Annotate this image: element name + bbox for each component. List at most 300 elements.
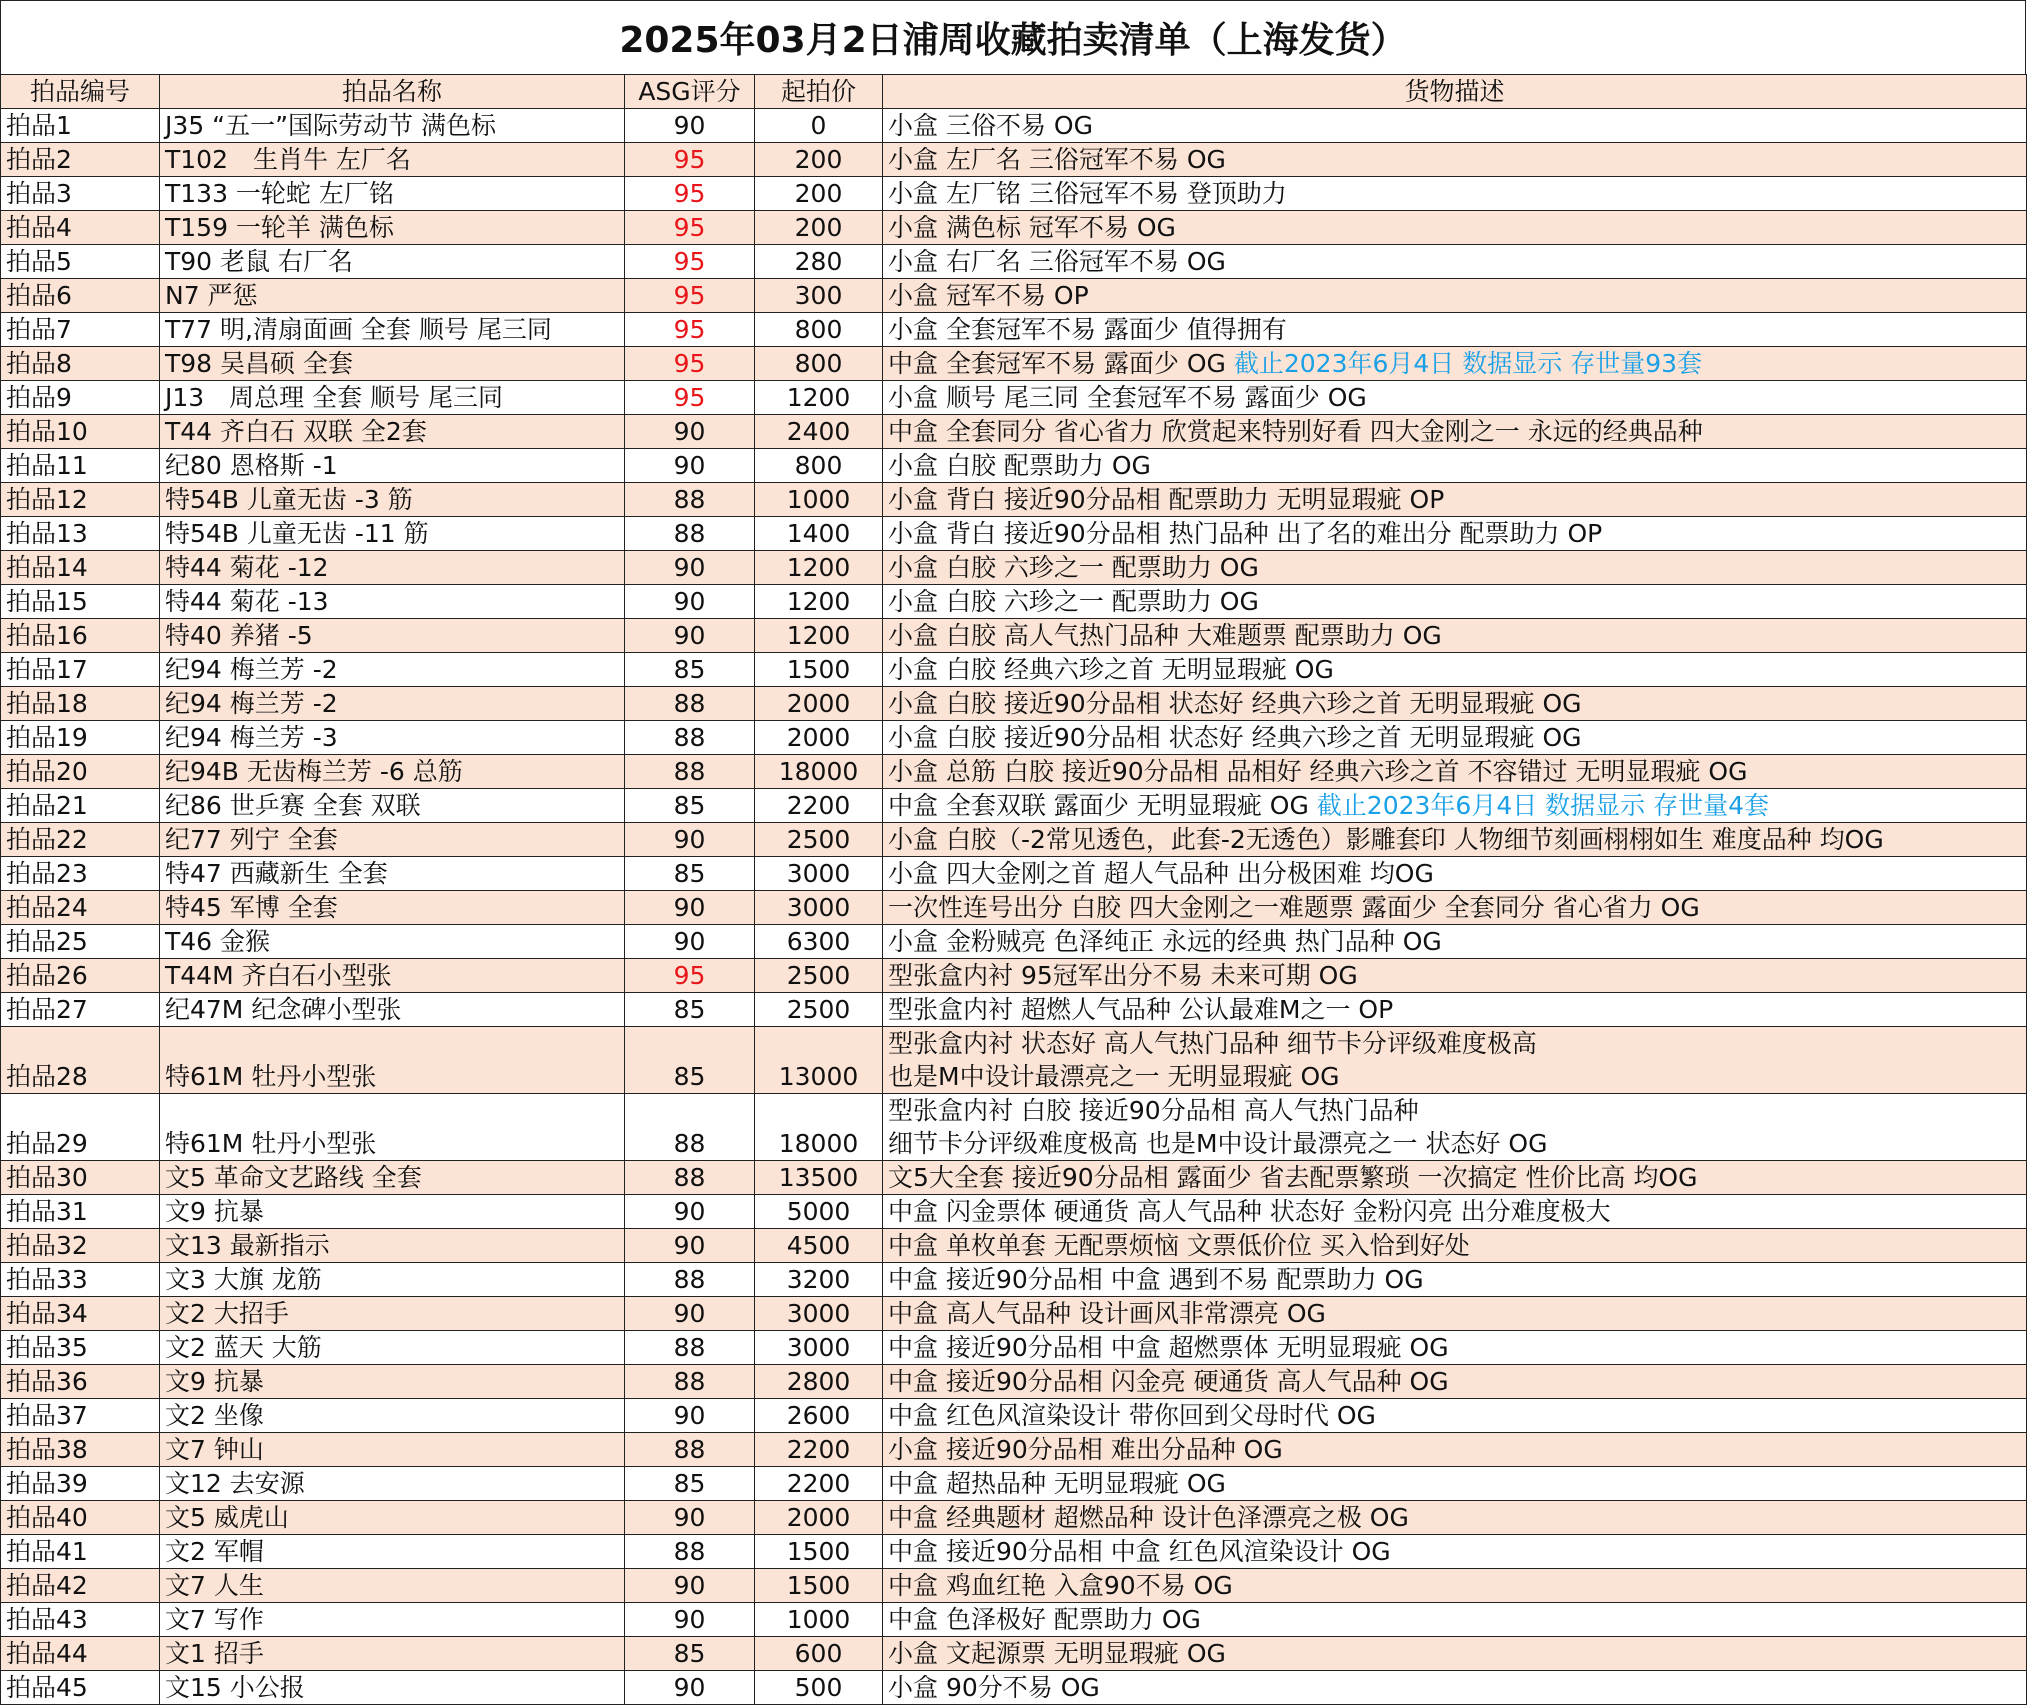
description-text: 型张盒内衬 95冠军出分不易 未来可期 OG xyxy=(888,961,1358,990)
description-cell xyxy=(883,415,2027,449)
asg-score-cell: 88 xyxy=(625,517,755,551)
description-cell xyxy=(883,313,2027,347)
asg-score-cell: 85 xyxy=(625,1467,755,1501)
lot-name-cell: T46 金猴 xyxy=(160,925,625,959)
lot-id-cell: 拍品32 xyxy=(1,1229,160,1263)
lot-name-cell: T159 一轮羊 满色标 xyxy=(160,211,625,245)
asg-score-cell: 90 xyxy=(625,415,755,449)
lot-name-cell: 文9 抗暴 xyxy=(160,1365,625,1399)
lot-id-cell: 拍品23 xyxy=(1,857,160,891)
table-row xyxy=(1,517,2027,551)
description-text: 小盒 金粉贼亮 色泽纯正 永远的经典 热门品种 OG xyxy=(888,927,1442,956)
lot-id-cell: 拍品16 xyxy=(1,619,160,653)
lot-name-cell: 文15 小公报 xyxy=(160,1671,625,1705)
table-row xyxy=(1,585,2027,619)
description-line: 型张盒内衬 状态好 高人气热门品种 细节卡分评级难度极高 xyxy=(888,1029,1537,1058)
description-cell xyxy=(883,1195,2027,1229)
asg-score-cell: 88 xyxy=(625,1263,755,1297)
survival-count-note: 截止2023年6月4日 数据显示 存世量4套 xyxy=(1316,791,1770,820)
start-price-cell: 13000 xyxy=(755,1027,883,1094)
asg-score-cell: 88 xyxy=(625,1535,755,1569)
table-row xyxy=(1,1603,2027,1637)
lot-id-cell: 拍品30 xyxy=(1,1161,160,1195)
start-price-cell: 18000 xyxy=(755,1094,883,1161)
start-price-cell: 4500 xyxy=(755,1229,883,1263)
description-cell xyxy=(883,1399,2027,1433)
lot-name-cell: 纪94 梅兰芳 -2 xyxy=(160,653,625,687)
lot-name-cell: 文2 大招手 xyxy=(160,1297,625,1331)
lot-name-cell: T102 生肖牛 左厂名 xyxy=(160,143,625,177)
description-text: 小盒 背白 接近90分品相 配票助力 无明显瑕疵 OP xyxy=(888,485,1445,514)
start-price-cell: 2800 xyxy=(755,1365,883,1399)
description-cell xyxy=(883,585,2027,619)
table-row xyxy=(1,1399,2027,1433)
lot-id-cell: 拍品34 xyxy=(1,1297,160,1331)
sheet-title: 2025年03月2日浦周收藏拍卖清单（上海发货） xyxy=(0,0,2026,74)
start-price-cell: 1200 xyxy=(755,381,883,415)
description-cell xyxy=(883,687,2027,721)
start-price-cell: 2600 xyxy=(755,1399,883,1433)
lot-name-cell: 文13 最新指示 xyxy=(160,1229,625,1263)
lot-id-cell: 拍品37 xyxy=(1,1399,160,1433)
lot-name-cell: 文12 去安源 xyxy=(160,1467,625,1501)
table-row xyxy=(1,925,2027,959)
description-cell xyxy=(883,211,2027,245)
lot-name-cell: 文7 钟山 xyxy=(160,1433,625,1467)
table-row xyxy=(1,279,2027,313)
table-row xyxy=(1,551,2027,585)
start-price-cell: 2000 xyxy=(755,721,883,755)
description-text: 小盒 白胶 六珍之一 配票助力 OG xyxy=(888,587,1259,616)
lot-id-cell: 拍品20 xyxy=(1,755,160,789)
lot-name-cell: 文9 抗暴 xyxy=(160,1195,625,1229)
description-text: 小盒 冠军不易 OP xyxy=(888,281,1089,310)
asg-score-cell: 90 xyxy=(625,1229,755,1263)
lot-id-cell: 拍品26 xyxy=(1,959,160,993)
table-row xyxy=(1,211,2027,245)
description-cell xyxy=(883,1161,2027,1195)
description-cell xyxy=(883,177,2027,211)
lot-id-cell: 拍品18 xyxy=(1,687,160,721)
description-text: 小盒 90分不易 OG xyxy=(888,1673,1100,1702)
lot-id-cell: 拍品36 xyxy=(1,1365,160,1399)
description-cell xyxy=(883,1229,2027,1263)
lot-id-cell: 拍品44 xyxy=(1,1637,160,1671)
asg-score-cell: 85 xyxy=(625,1027,755,1094)
description-text: 中盒 全套双联 露面少 无明显瑕疵 OG xyxy=(888,791,1309,820)
description-text: 小盒 白胶 配票助力 OG xyxy=(888,451,1151,480)
lot-id-cell: 拍品45 xyxy=(1,1671,160,1705)
asg-score-cell: 90 xyxy=(625,1603,755,1637)
lot-name-cell: T44M 齐白石小型张 xyxy=(160,959,625,993)
lot-name-cell: T77 明,清扇面画 全套 顺号 尾三同 xyxy=(160,313,625,347)
table-row xyxy=(1,1297,2027,1331)
lot-name-cell: 文3 大旗 龙筋 xyxy=(160,1263,625,1297)
description-cell xyxy=(883,1365,2027,1399)
table-row xyxy=(1,1365,2027,1399)
start-price-cell: 2500 xyxy=(755,959,883,993)
description-cell xyxy=(883,381,2027,415)
table-row xyxy=(1,1501,2027,1535)
asg-score-cell: 85 xyxy=(625,653,755,687)
description-cell xyxy=(883,993,2027,1027)
start-price-cell: 1000 xyxy=(755,483,883,517)
lot-id-cell: 拍品22 xyxy=(1,823,160,857)
lot-id-cell: 拍品13 xyxy=(1,517,160,551)
lot-id-cell: 拍品2 xyxy=(1,143,160,177)
lot-id-cell: 拍品21 xyxy=(1,789,160,823)
lot-name-cell: 特40 养猪 -5 xyxy=(160,619,625,653)
description-cell xyxy=(883,1331,2027,1365)
start-price-cell: 800 xyxy=(755,347,883,381)
table-row xyxy=(1,245,2027,279)
asg-score-cell: 88 xyxy=(625,1094,755,1161)
start-price-cell: 800 xyxy=(755,313,883,347)
asg-score-cell: 90 xyxy=(625,1195,755,1229)
lot-id-cell: 拍品43 xyxy=(1,1603,160,1637)
lot-name-cell: T133 一轮蛇 左厂铭 xyxy=(160,177,625,211)
asg-score-cell: 95 xyxy=(625,279,755,313)
lot-id-cell: 拍品15 xyxy=(1,585,160,619)
description-text: 小盒 三俗不易 OG xyxy=(888,111,1093,140)
lot-name-cell: 特54B 儿童无齿 -11 筋 xyxy=(160,517,625,551)
start-price-cell: 2200 xyxy=(755,789,883,823)
lot-name-cell: N7 严惩 xyxy=(160,279,625,313)
description-cell xyxy=(883,1671,2027,1705)
lot-id-cell: 拍品40 xyxy=(1,1501,160,1535)
lot-id-cell: 拍品41 xyxy=(1,1535,160,1569)
description-line: 也是M中设计最漂亮之一 无明显瑕疵 OG xyxy=(888,1062,1340,1091)
start-price-cell: 3200 xyxy=(755,1263,883,1297)
lot-name-cell: 纪77 列宁 全套 xyxy=(160,823,625,857)
lot-id-cell: 拍品39 xyxy=(1,1467,160,1501)
survival-count-note: 截止2023年6月4日 数据显示 存世量93套 xyxy=(1233,349,1703,378)
table-row xyxy=(1,993,2027,1027)
table-row xyxy=(1,653,2027,687)
asg-score-cell: 95 xyxy=(625,347,755,381)
table-row xyxy=(1,1195,2027,1229)
table-row xyxy=(1,1229,2027,1263)
lot-name-cell: J35 “五一”国际劳动节 满色标 xyxy=(160,109,625,143)
start-price-cell: 1400 xyxy=(755,517,883,551)
lot-id-cell: 拍品6 xyxy=(1,279,160,313)
table-row xyxy=(1,823,2027,857)
description-text: 中盒 单枚单套 无配票烦恼 文票低价位 买入恰到好处 xyxy=(888,1231,1470,1260)
description-cell xyxy=(883,1501,2027,1535)
description-cell xyxy=(883,279,2027,313)
table-row xyxy=(1,483,2027,517)
lot-id-cell: 拍品25 xyxy=(1,925,160,959)
description-text: 中盒 闪金票体 硬通货 高人气品种 状态好 金粉闪亮 出分难度极大 xyxy=(888,1197,1611,1226)
header-description: 货物描述 xyxy=(883,75,2027,109)
lot-name-cell: T44 齐白石 双联 全2套 xyxy=(160,415,625,449)
lot-name-cell: 文2 军帽 xyxy=(160,1535,625,1569)
lot-id-cell: 拍品38 xyxy=(1,1433,160,1467)
lot-id-cell: 拍品1 xyxy=(1,109,160,143)
description-cell xyxy=(883,1094,2027,1161)
start-price-cell: 800 xyxy=(755,449,883,483)
description-text: 中盒 红色风渲染设计 带你回到父母时代 OG xyxy=(888,1401,1376,1430)
table-row xyxy=(1,347,2027,381)
asg-score-cell: 90 xyxy=(625,1671,755,1705)
description-cell xyxy=(883,143,2027,177)
asg-score-cell: 90 xyxy=(625,449,755,483)
start-price-cell: 6300 xyxy=(755,925,883,959)
lot-name-cell: 特45 军博 全套 xyxy=(160,891,625,925)
asg-score-cell: 90 xyxy=(625,109,755,143)
description-cell xyxy=(883,1433,2027,1467)
start-price-cell: 1500 xyxy=(755,1569,883,1603)
asg-score-cell: 95 xyxy=(625,313,755,347)
description-cell xyxy=(883,823,2027,857)
description-text: 小盒 白胶 六珍之一 配票助力 OG xyxy=(888,553,1259,582)
asg-score-cell: 88 xyxy=(625,687,755,721)
lot-name-cell: 纪94 梅兰芳 -2 xyxy=(160,687,625,721)
table-row xyxy=(1,1263,2027,1297)
asg-score-cell: 95 xyxy=(625,211,755,245)
table-row xyxy=(1,959,2027,993)
asg-score-cell: 90 xyxy=(625,585,755,619)
start-price-cell: 1500 xyxy=(755,653,883,687)
table-row xyxy=(1,1467,2027,1501)
asg-score-cell: 95 xyxy=(625,143,755,177)
lot-name-cell: 文5 威虎山 xyxy=(160,1501,625,1535)
start-price-cell: 300 xyxy=(755,279,883,313)
start-price-cell: 280 xyxy=(755,245,883,279)
description-text: 一次性连号出分 白胶 四大金刚之一难题票 露面少 全套同分 省心省力 OG xyxy=(888,893,1700,922)
lot-id-cell: 拍品11 xyxy=(1,449,160,483)
description-text: 中盒 全套冠军不易 露面少 OG xyxy=(888,349,1226,378)
asg-score-cell: 95 xyxy=(625,245,755,279)
table-row xyxy=(1,177,2027,211)
lot-id-cell: 拍品24 xyxy=(1,891,160,925)
description-line: 型张盒内衬 白胶 接近90分品相 高人气热门品种 xyxy=(888,1096,1419,1125)
description-cell xyxy=(883,1637,2027,1671)
description-text: 小盒 接近90分品相 难出分品种 OG xyxy=(888,1435,1283,1464)
table-row xyxy=(1,1535,2027,1569)
description-text: 小盒 四大金刚之首 超人气品种 出分极困难 均OG xyxy=(888,859,1434,888)
asg-score-cell: 95 xyxy=(625,959,755,993)
header-asg-score: ASG评分 xyxy=(625,75,755,109)
description-cell xyxy=(883,517,2027,551)
lot-id-cell: 拍品10 xyxy=(1,415,160,449)
asg-score-cell: 90 xyxy=(625,1569,755,1603)
description-cell xyxy=(883,245,2027,279)
lot-id-cell: 拍品14 xyxy=(1,551,160,585)
start-price-cell: 200 xyxy=(755,143,883,177)
lot-id-cell: 拍品3 xyxy=(1,177,160,211)
lot-id-cell: 拍品7 xyxy=(1,313,160,347)
description-text: 小盒 满色标 冠军不易 OG xyxy=(888,213,1176,242)
description-cell xyxy=(883,721,2027,755)
asg-score-cell: 90 xyxy=(625,1399,755,1433)
description-text: 中盒 接近90分品相 中盒 遇到不易 配票助力 OG xyxy=(888,1265,1424,1294)
table-row xyxy=(1,1094,2027,1161)
start-price-cell: 2200 xyxy=(755,1467,883,1501)
asg-score-cell: 90 xyxy=(625,925,755,959)
start-price-cell: 2200 xyxy=(755,1433,883,1467)
description-cell xyxy=(883,959,2027,993)
asg-score-cell: 90 xyxy=(625,1501,755,1535)
description-cell xyxy=(883,653,2027,687)
lot-id-cell: 拍品33 xyxy=(1,1263,160,1297)
description-cell xyxy=(883,1603,2027,1637)
description-cell xyxy=(883,925,2027,959)
start-price-cell: 5000 xyxy=(755,1195,883,1229)
start-price-cell: 200 xyxy=(755,177,883,211)
description-text: 小盒 顺号 尾三同 全套冠军不易 露面少 OG xyxy=(888,383,1367,412)
lot-id-cell: 拍品42 xyxy=(1,1569,160,1603)
description-text: 小盒 右厂名 三俗冠军不易 OG xyxy=(888,247,1226,276)
table-row xyxy=(1,687,2027,721)
start-price-cell: 1200 xyxy=(755,551,883,585)
start-price-cell: 600 xyxy=(755,1637,883,1671)
description-text: 中盒 接近90分品相 中盒 红色风渲染设计 OG xyxy=(888,1537,1391,1566)
description-cell xyxy=(883,109,2027,143)
asg-score-cell: 85 xyxy=(625,789,755,823)
start-price-cell: 2000 xyxy=(755,687,883,721)
start-price-cell: 13500 xyxy=(755,1161,883,1195)
asg-score-cell: 95 xyxy=(625,177,755,211)
lot-id-cell: 拍品29 xyxy=(1,1094,160,1161)
asg-score-cell: 85 xyxy=(625,857,755,891)
lot-name-cell: T98 吴昌硕 全套 xyxy=(160,347,625,381)
asg-score-cell: 88 xyxy=(625,1331,755,1365)
table-row xyxy=(1,415,2027,449)
lot-name-cell: 纪94B 无齿梅兰芳 -6 总筋 xyxy=(160,755,625,789)
table-row xyxy=(1,1569,2027,1603)
description-cell xyxy=(883,1263,2027,1297)
table-row xyxy=(1,619,2027,653)
asg-score-cell: 90 xyxy=(625,823,755,857)
description-cell xyxy=(883,619,2027,653)
start-price-cell: 1200 xyxy=(755,585,883,619)
asg-score-cell: 88 xyxy=(625,755,755,789)
table-row xyxy=(1,789,2027,823)
asg-score-cell: 90 xyxy=(625,891,755,925)
start-price-cell: 500 xyxy=(755,1671,883,1705)
description-text: 中盒 全套同分 省心省力 欣赏起来特别好看 四大金刚之一 永远的经典品种 xyxy=(888,417,1703,446)
asg-score-cell: 90 xyxy=(625,551,755,585)
header-start-price: 起拍价 xyxy=(755,75,883,109)
lot-name-cell: 纪80 恩格斯 -1 xyxy=(160,449,625,483)
description-text: 小盒 背白 接近90分品相 热门品种 出了名的难出分 配票助力 OP xyxy=(888,519,1603,548)
description-text: 小盒 文起源票 无明显瑕疵 OG xyxy=(888,1639,1226,1668)
lot-id-cell: 拍品5 xyxy=(1,245,160,279)
start-price-cell: 1000 xyxy=(755,1603,883,1637)
table-row xyxy=(1,891,2027,925)
asg-score-cell: 85 xyxy=(625,993,755,1027)
table-row xyxy=(1,143,2027,177)
lot-id-cell: 拍品19 xyxy=(1,721,160,755)
description-text: 中盒 接近90分品相 中盒 超燃票体 无明显瑕疵 OG xyxy=(888,1333,1449,1362)
lot-name-cell: J13 周总理 全套 顺号 尾三同 xyxy=(160,381,625,415)
start-price-cell: 1500 xyxy=(755,1535,883,1569)
description-text: 小盒 左厂名 三俗冠军不易 OG xyxy=(888,145,1226,174)
description-text: 中盒 接近90分品相 闪金亮 硬通货 高人气品种 OG xyxy=(888,1367,1449,1396)
lot-name-cell: 文2 蓝天 大筋 xyxy=(160,1331,625,1365)
description-text: 小盒 全套冠军不易 露面少 值得拥有 xyxy=(888,315,1287,344)
description-cell xyxy=(883,857,2027,891)
lot-name-cell: 文1 招手 xyxy=(160,1637,625,1671)
description-cell xyxy=(883,449,2027,483)
lot-name-cell: 特61M 牡丹小型张 xyxy=(160,1094,625,1161)
description-text: 小盒 白胶 高人气热门品种 大难题票 配票助力 OG xyxy=(888,621,1442,650)
table-row xyxy=(1,109,2027,143)
lot-id-cell: 拍品9 xyxy=(1,381,160,415)
header-lot-name: 拍品名称 xyxy=(160,75,625,109)
description-text: 小盒 白胶（-2常见透色，此套-2无透色）影雕套印 人物细节刻画栩栩如生 难度品种 均OG xyxy=(888,825,1884,854)
lot-id-cell: 拍品17 xyxy=(1,653,160,687)
lot-id-cell: 拍品31 xyxy=(1,1195,160,1229)
start-price-cell: 18000 xyxy=(755,755,883,789)
start-price-cell: 2500 xyxy=(755,823,883,857)
description-cell xyxy=(883,755,2027,789)
lot-name-cell: 文2 坐像 xyxy=(160,1399,625,1433)
description-cell xyxy=(883,1297,2027,1331)
start-price-cell: 3000 xyxy=(755,857,883,891)
asg-score-cell: 85 xyxy=(625,1637,755,1671)
table-row xyxy=(1,721,2027,755)
lot-id-cell: 拍品27 xyxy=(1,993,160,1027)
start-price-cell: 3000 xyxy=(755,891,883,925)
lot-id-cell: 拍品35 xyxy=(1,1331,160,1365)
lot-name-cell: 文7 人生 xyxy=(160,1569,625,1603)
description-text: 小盒 白胶 接近90分品相 状态好 经典六珍之首 无明显瑕疵 OG xyxy=(888,723,1582,752)
lot-name-cell: T90 老鼠 右厂名 xyxy=(160,245,625,279)
start-price-cell: 0 xyxy=(755,109,883,143)
asg-score-cell: 90 xyxy=(625,1297,755,1331)
table-row xyxy=(1,857,2027,891)
lot-id-cell: 拍品8 xyxy=(1,347,160,381)
lot-id-cell: 拍品28 xyxy=(1,1027,160,1094)
description-text: 中盒 高人气品种 设计画风非常漂亮 OG xyxy=(888,1299,1326,1328)
table-row xyxy=(1,1331,2027,1365)
lot-id-cell: 拍品12 xyxy=(1,483,160,517)
start-price-cell: 1200 xyxy=(755,619,883,653)
table-row xyxy=(1,449,2027,483)
table-body xyxy=(1,109,2027,1705)
description-text: 型张盒内衬 超燃人气品种 公认最难M之一 OP xyxy=(888,995,1394,1024)
lot-name-cell: 特44 菊花 -12 xyxy=(160,551,625,585)
asg-score-cell: 88 xyxy=(625,721,755,755)
description-cell xyxy=(883,1569,2027,1603)
description-text: 小盒 左厂铭 三俗冠军不易 登顶助力 xyxy=(888,179,1287,208)
description-cell xyxy=(883,891,2027,925)
lot-name-cell: 纪86 世乒赛 全套 双联 xyxy=(160,789,625,823)
description-cell xyxy=(883,551,2027,585)
lot-name-cell: 纪47M 纪念碑小型张 xyxy=(160,993,625,1027)
lot-name-cell: 文7 写作 xyxy=(160,1603,625,1637)
asg-score-cell: 88 xyxy=(625,483,755,517)
table-row xyxy=(1,755,2027,789)
table-row xyxy=(1,1161,2027,1195)
description-cell xyxy=(883,789,2027,823)
table-row xyxy=(1,1637,2027,1671)
asg-score-cell: 88 xyxy=(625,1365,755,1399)
description-cell xyxy=(883,1535,2027,1569)
description-text: 中盒 超热品种 无明显瑕疵 OG xyxy=(888,1469,1226,1498)
table-row xyxy=(1,1027,2027,1094)
description-cell xyxy=(883,1467,2027,1501)
lot-name-cell: 特54B 儿童无齿 -3 筋 xyxy=(160,483,625,517)
start-price-cell: 3000 xyxy=(755,1331,883,1365)
asg-score-cell: 95 xyxy=(625,381,755,415)
table-row xyxy=(1,1433,2027,1467)
description-line: 细节卡分评级难度极高 也是M中设计最漂亮之一 状态好 OG xyxy=(888,1129,1548,1158)
lot-name-cell: 文5 革命文艺路线 全套 xyxy=(160,1161,625,1195)
start-price-cell: 3000 xyxy=(755,1297,883,1331)
